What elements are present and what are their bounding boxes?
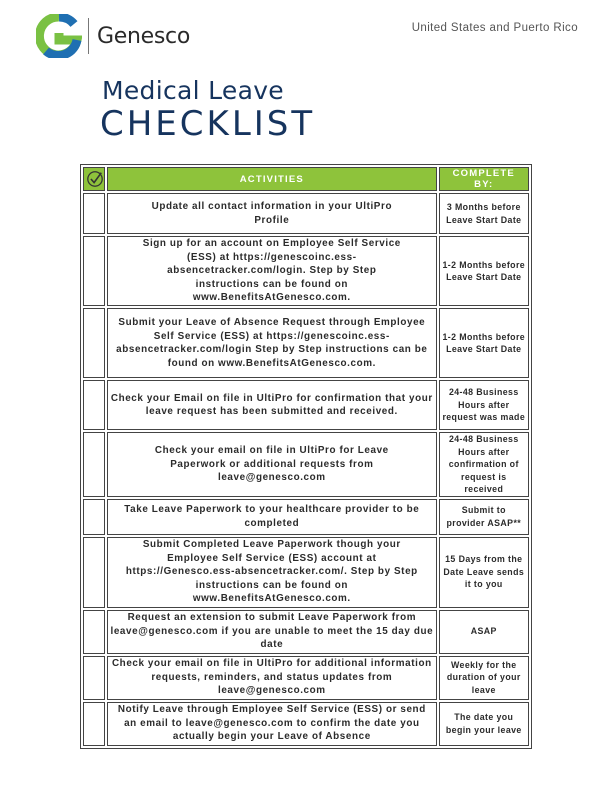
- activity-cell: Request an extension to submit Leave Paperwork from leave@genesco.com if you are unable to meet the 15 day due date: [107, 610, 436, 654]
- table-header-row: [83, 167, 529, 191]
- activity-cell: Notify Leave through Employee Self Service (ESS) or send an email to leave@genesco.com to confirm the date you actually begin your Leave of Absence: [107, 702, 436, 746]
- row-checkbox[interactable]: [83, 380, 105, 430]
- page-subtitle: CHECKLIST: [100, 104, 316, 144]
- complete-by-cell: 24-48 Business Hours after request was made: [439, 380, 529, 430]
- row-checkbox[interactable]: [83, 499, 105, 535]
- checklist-table: [80, 164, 532, 749]
- activity-cell: Check your email on file in UltiPro for Leave Paperwork or additional requests from leave@genesco.com: [107, 432, 436, 497]
- row-checkbox[interactable]: [83, 702, 105, 746]
- region-label: United States and Puerto Rico: [411, 22, 578, 34]
- table-row: [83, 308, 529, 378]
- activity-cell: Check your Email on file in UltiPro for confirmation that your leave request has been submitted and received.: [107, 380, 436, 430]
- complete-by-cell: The date you begin your leave: [439, 702, 529, 746]
- row-checkbox[interactable]: [83, 308, 105, 378]
- brand-name: Genesco: [97, 23, 190, 49]
- complete-by-cell: Submit to provider ASAP**: [439, 499, 529, 535]
- complete-by-cell: 1-2 Months before Leave Start Date: [439, 308, 529, 378]
- check-header: [83, 167, 105, 191]
- complete-by-cell: 3 Months before Leave Start Date: [439, 193, 529, 234]
- table-row: [83, 702, 529, 746]
- page-title: Medical Leave: [102, 76, 284, 105]
- complete-by-cell: 24-48 Business Hours after confirmation of request is received: [439, 432, 529, 497]
- complete-by-cell: 15 Days from the Date Leave sends it to you: [439, 537, 529, 608]
- complete-by-header: COMPLETE BY:: [439, 167, 529, 191]
- genesco-g-logo-icon: [36, 14, 82, 58]
- row-checkbox[interactable]: [83, 432, 105, 497]
- table-row: [83, 537, 529, 608]
- complete-by-cell: Weekly for the duration of your leave: [439, 656, 529, 700]
- row-checkbox[interactable]: [83, 193, 105, 234]
- table-row: [83, 236, 529, 306]
- complete-by-cell: ASAP: [439, 610, 529, 654]
- activity-cell: Check your email on file in UltiPro for additional information requests, reminders, and status updates from leave@genesco.com: [107, 656, 436, 700]
- table-row: [83, 499, 529, 535]
- table-row: [83, 656, 529, 700]
- row-checkbox[interactable]: [83, 236, 105, 306]
- activity-cell: Take Leave Paperwork to your healthcare provider to be completed: [107, 499, 436, 535]
- row-checkbox[interactable]: [83, 610, 105, 654]
- table-row: [83, 193, 529, 234]
- activity-cell: Sign up for an account on Employee Self Service (ESS) at https://genescoinc.ess-absencetracker.com/login. Step by Step instructions can be found on www.BenefitsAtGenesco.com.: [107, 236, 436, 306]
- logo-divider: [88, 18, 89, 54]
- activity-cell: Update all contact information in your UltiPro Profile: [107, 193, 436, 234]
- activity-cell: Submit your Leave of Absence Request through Employee Self Service (ESS) at https://genescoinc.ess-absencetracker.com/login Step by Step instructions can be found on www.BenefitsAtGenesco.com.: [107, 308, 436, 378]
- table-row: [83, 432, 529, 497]
- row-checkbox[interactable]: [83, 537, 105, 608]
- complete-by-cell: 1-2 Months before Leave Start Date: [439, 236, 529, 306]
- row-checkbox[interactable]: [83, 656, 105, 700]
- genesco-logo: [36, 14, 190, 58]
- activity-cell: Submit Completed Leave Paperwork though your Employee Self Service (ESS) account at https://Genesco.ess-absencetracker.com/. Step by Step instructions can be found on www.BenefitsAtGenesco.com.: [107, 537, 436, 608]
- activities-header: ACTIVITIES: [107, 167, 436, 191]
- check-circle-icon: [86, 170, 104, 188]
- table-row: [83, 610, 529, 654]
- table-row: [83, 380, 529, 430]
